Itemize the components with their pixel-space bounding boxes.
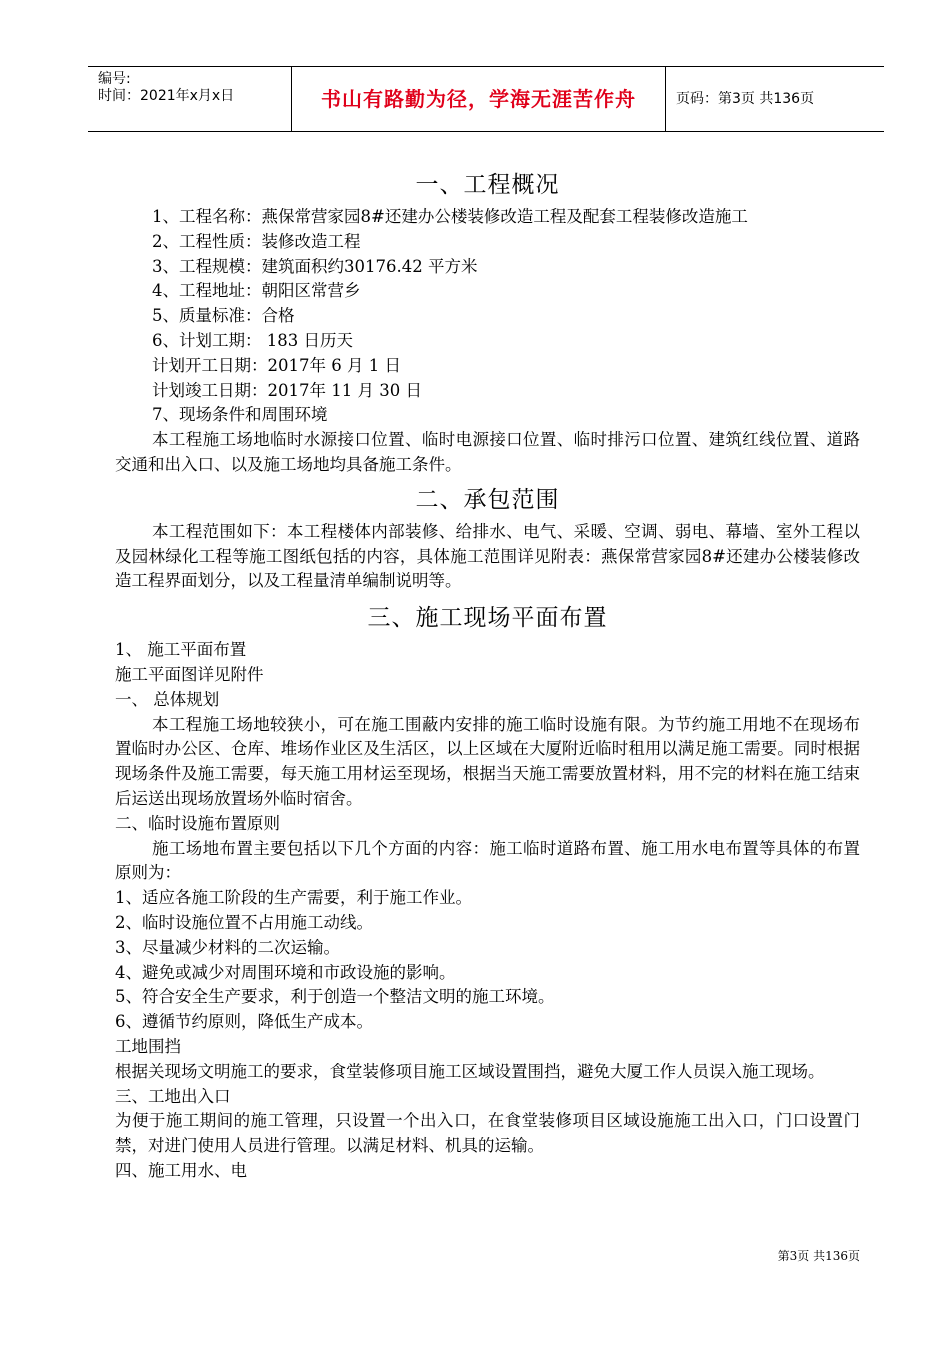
layout-heading: 三、工地出入口	[115, 1086, 231, 1106]
principle-item: 2、临时设施位置不占用施工动线。	[115, 912, 373, 932]
header-time-label: 时间：2021年x月x日	[98, 88, 235, 104]
overview-line: 1、工程名称：燕保常营家园8#还建办公楼装修改造工程及配套工程装修改造施工	[152, 207, 748, 226]
principle-item: 3、尽量减少材料的二次运输。	[115, 937, 340, 957]
overview-line: 3、工程规模：建筑面积约30176.42 平方米	[152, 256, 478, 276]
layout-heading: 二、临时设施布置原则	[115, 813, 280, 833]
layout-heading: 工地围挡	[115, 1036, 181, 1056]
section-title-overview: 一、工程概况	[415, 172, 560, 198]
layout-paragraph: 为便于施工期间的施工管理，只设置一个出入口，在食堂装修项目区域设施施工出入口，门口设置门禁，对进门使用人员进行管理。以满足材料、机具的运输。	[115, 1111, 860, 1156]
header-number-label: 编号:	[98, 71, 131, 87]
overview-paragraph: 本工程施工场地临时水源接口位置、临时电源接口位置、临时排污口位置、建筑红线位置、道路交通和出入口、以及施工场地均具备施工条件。	[115, 430, 860, 474]
layout-heading: 1、 施工平面布置	[115, 640, 247, 660]
header-meta	[88, 67, 292, 131]
page-header	[88, 66, 884, 132]
page-footer: 第3页 共136页	[777, 1249, 860, 1263]
layout-heading: 四、施工用水、电	[115, 1160, 247, 1180]
principle-item: 1、适应各施工阶段的生产需要，利于施工作业。	[115, 888, 472, 908]
overview-line: 4、工程地址：朝阳区常营乡	[152, 281, 361, 301]
header-motto: 书山有路勤为径，学海无涯苦作舟	[292, 67, 666, 131]
scope-paragraph: 本工程范围如下：本工程楼体内部装修、给排水、电气、采暖、空调、弱电、幕墙、室外工程以及园林绿化工程等施工图纸包括的内容，具体施工范围详见附表：燕保常营家园8#还建办公楼装修改造工程界面划分，以及工程量清单编制说明等。	[115, 521, 860, 591]
document-body	[115, 165, 860, 1184]
layout-paragraph: 施工场地布置主要包括以下几个方面的内容：施工临时道路布置、施工用水电布置等具体的布置原则为：	[115, 838, 860, 883]
layout-line: 施工平面图详见附件	[115, 664, 264, 684]
principle-item: 4、避免或减少对周围环境和市政设施的影响。	[115, 962, 456, 982]
overview-line: 5、质量标准：合格	[152, 306, 295, 326]
section-title-scope: 二、承包范围	[415, 486, 560, 513]
header-page-info: 页码：第3页 共136页	[676, 91, 815, 107]
overview-line: 7、现场条件和周围环境	[152, 405, 328, 425]
overview-line: 计划开工日期：2017年 6 月 1 日	[152, 355, 401, 375]
layout-heading: 一、 总体规划	[115, 689, 220, 709]
principle-item: 6、遵循节约原则，降低生产成本。	[115, 1012, 373, 1032]
section-title-site-layout: 三、施工现场平面布置	[367, 605, 608, 632]
layout-paragraph: 本工程施工场地较狭小，可在施工围蔽内安排的施工临时设施有限。为节约施工用地不在现场布置临时办公区、仓库、堆场作业区及生活区，以上区域在大厦附近临时租用以满足施工需要。同时根据现场条件及施工需要，每天施工用材运至现场，根据当天施工需要放置材料，用不完的材料在施工结束后运送出现场放置场外临时宿舍。	[115, 714, 860, 808]
layout-paragraph: 根据关现场文明施工的要求，食堂装修项目施工区域设置围挡，避免大厦工作人员误入施工现场。	[115, 1061, 825, 1081]
overview-line: 6、计划工期： 183 日历天	[152, 330, 353, 350]
overview-line: 2、工程性质：装修改造工程	[152, 231, 361, 251]
overview-line: 计划竣工日期：2017年 11 月 30 日	[152, 380, 422, 400]
principle-item: 5、符合安全生产要求，利于创造一个整洁文明的施工环境。	[115, 987, 555, 1007]
